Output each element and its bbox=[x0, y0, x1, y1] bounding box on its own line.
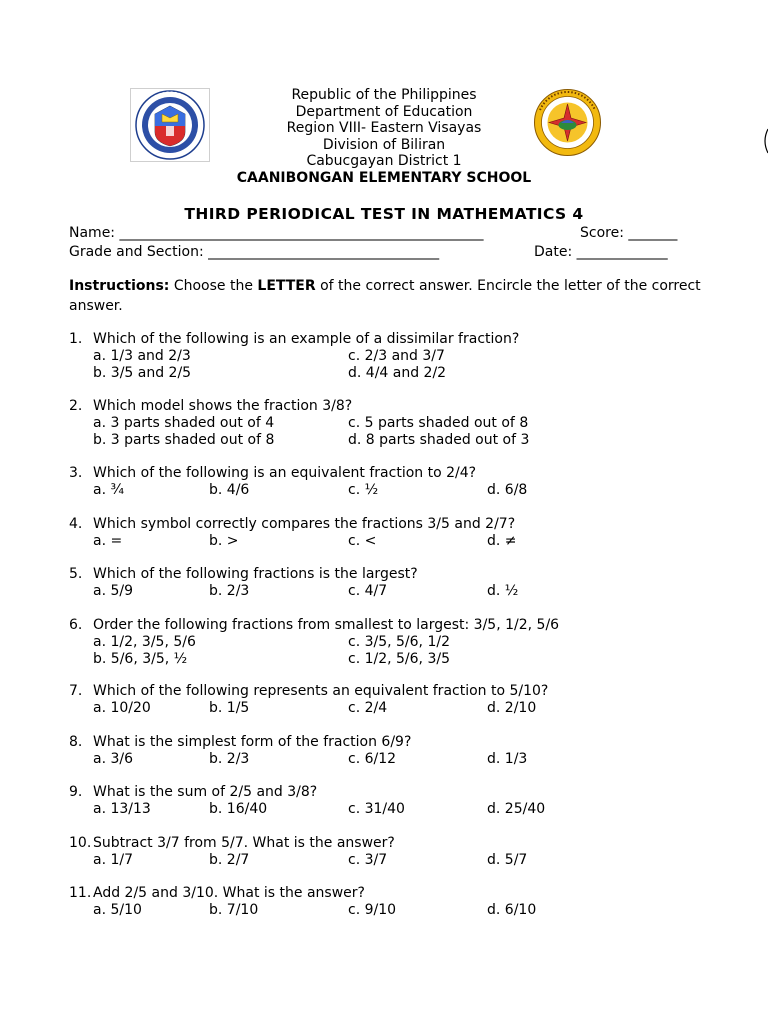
option-row bbox=[69, 348, 749, 365]
answer-option[interactable]: a. = bbox=[93, 532, 123, 549]
option-row bbox=[69, 533, 749, 550]
question-text: What is the sum of 2/5 and 3/8? bbox=[93, 784, 318, 800]
instructions-text-1: Choose the bbox=[169, 278, 258, 294]
answer-option[interactable]: c. 2/4 bbox=[348, 699, 388, 716]
option-row bbox=[69, 583, 749, 600]
answer-option[interactable]: c. < bbox=[348, 532, 377, 549]
answer-option[interactable]: a. 5/10 bbox=[93, 901, 142, 918]
option-row bbox=[69, 651, 749, 668]
option-row bbox=[69, 415, 749, 432]
answer-option[interactable]: d. 4/4 and 2/2 bbox=[348, 364, 447, 381]
question-text: Order the following fractions from smallest to largest: 3/5, 1/2, 5/6 bbox=[93, 617, 560, 633]
question-number: 7. bbox=[69, 683, 83, 699]
instructions-text-2: of the correct answer. Encircle the letter of the correct answer. bbox=[69, 278, 701, 314]
answer-option[interactable]: c. 1/2, 5/6, 3/5 bbox=[348, 650, 450, 667]
question-11 bbox=[69, 885, 749, 919]
answer-option[interactable]: b. 2/3 bbox=[209, 582, 250, 599]
answer-option[interactable]: b. > bbox=[209, 532, 239, 549]
option-row bbox=[69, 700, 749, 717]
grade-blank[interactable]: _________________________________ bbox=[208, 244, 440, 260]
header-line-district: Cabucgayan District 1 bbox=[306, 153, 462, 170]
question-stem bbox=[69, 398, 749, 415]
question-stem bbox=[69, 331, 749, 348]
test-title: THIRD PERIODICAL TEST IN MATHEMATICS 4 bbox=[184, 205, 584, 223]
question-stem bbox=[69, 516, 749, 533]
question-text: Which symbol correctly compares the fractions 3/5 and 2/7? bbox=[93, 516, 516, 532]
option-row bbox=[69, 902, 749, 919]
deped-seal-icon bbox=[130, 88, 210, 162]
question-text: Add 2/5 and 3/10. What is the answer? bbox=[93, 885, 365, 901]
date-blank[interactable]: _____________ bbox=[576, 244, 668, 260]
question-stem bbox=[69, 566, 749, 583]
question-stem bbox=[69, 734, 749, 751]
answer-option[interactable]: a. 3 parts shaded out of 4 bbox=[93, 414, 275, 431]
question-number: 5. bbox=[69, 566, 83, 582]
answer-option[interactable]: d. 8 parts shaded out of 3 bbox=[348, 431, 530, 448]
name-blank[interactable]: ____________________________________________________ bbox=[119, 225, 484, 241]
answer-option[interactable]: a. 3/6 bbox=[93, 750, 134, 767]
option-row bbox=[69, 751, 749, 768]
answer-option[interactable]: a. 10/20 bbox=[93, 699, 151, 716]
question-number: 11. bbox=[69, 885, 92, 901]
question-number: 6. bbox=[69, 617, 83, 633]
question-text: Which of the following represents an equivalent fraction to 5/10? bbox=[93, 683, 549, 699]
answer-option[interactable]: b. 2/7 bbox=[209, 851, 250, 868]
question-text: Which of the following is an example of a dissimilar fraction? bbox=[93, 331, 520, 347]
answer-option[interactable]: d. 5/7 bbox=[487, 851, 528, 868]
question-5 bbox=[69, 566, 749, 600]
question-9 bbox=[69, 784, 749, 818]
header-line-republic: Republic of the Philippines bbox=[291, 87, 477, 103]
header-block bbox=[220, 87, 548, 187]
question-number: 2. bbox=[69, 398, 83, 414]
name-label: Name: bbox=[69, 225, 116, 241]
answer-option[interactable]: d. 25/40 bbox=[487, 800, 546, 817]
question-2 bbox=[69, 398, 749, 448]
answer-option[interactable]: b. 7/10 bbox=[209, 901, 259, 918]
question-number: 3. bbox=[69, 465, 83, 481]
answer-option[interactable]: d. 6/8 bbox=[487, 481, 528, 498]
answer-option[interactable]: a. 13/13 bbox=[93, 800, 151, 817]
score-field[interactable] bbox=[580, 225, 677, 241]
question-stem bbox=[69, 617, 749, 634]
question-text: Which model shows the fraction 3/8? bbox=[93, 398, 353, 414]
instructions bbox=[69, 277, 709, 316]
question-3 bbox=[69, 465, 749, 499]
question-10 bbox=[69, 835, 749, 869]
option-row bbox=[69, 801, 749, 818]
question-text: Subtract 3/7 from 5/7. What is the answer? bbox=[93, 835, 395, 851]
option-row bbox=[69, 634, 749, 651]
question-number: 4. bbox=[69, 516, 83, 532]
answer-option[interactable]: a. 1/7 bbox=[93, 851, 134, 868]
grade-section-field[interactable] bbox=[69, 244, 439, 260]
score-blank[interactable]: _______ bbox=[628, 225, 678, 241]
question-stem bbox=[69, 784, 749, 801]
question-number: 1. bbox=[69, 331, 83, 347]
question-text: Which of the following is an equivalent fraction to 2/4? bbox=[93, 465, 477, 481]
answer-option[interactable]: c. 3/5, 5/6, 1/2 bbox=[348, 633, 450, 650]
answer-option[interactable]: c. 9/10 bbox=[348, 901, 397, 918]
question-7 bbox=[69, 683, 749, 717]
question-stem bbox=[69, 683, 749, 700]
score-label: Score: bbox=[580, 225, 624, 241]
question-number: 8. bbox=[69, 734, 83, 750]
option-row bbox=[69, 482, 749, 499]
question-4 bbox=[69, 516, 749, 550]
question-6 bbox=[69, 617, 749, 667]
instructions-keyword: LETTER bbox=[257, 278, 316, 294]
answer-option[interactable]: c. 5 parts shaded out of 8 bbox=[348, 414, 529, 431]
question-stem bbox=[69, 835, 749, 852]
answer-option[interactable]: b. 3 parts shaded out of 8 bbox=[93, 431, 275, 448]
question-8 bbox=[69, 734, 749, 768]
answer-option[interactable]: d. 2/10 bbox=[487, 699, 537, 716]
answer-option[interactable]: c. 2/3 and 3/7 bbox=[348, 347, 445, 364]
answer-option[interactable]: d. ½ bbox=[487, 582, 519, 599]
option-row bbox=[69, 365, 749, 382]
question-stem bbox=[69, 465, 749, 482]
answer-option[interactable]: c. ½ bbox=[348, 481, 379, 498]
option-row bbox=[69, 852, 749, 869]
header-line-division: Division of Biliran bbox=[322, 136, 446, 153]
answer-option[interactable]: c. 4/7 bbox=[348, 582, 388, 599]
question-number: 10. bbox=[69, 835, 92, 851]
question-text: What is the simplest form of the fraction 6/9? bbox=[93, 734, 412, 750]
grade-label: Grade and Section: bbox=[69, 244, 204, 260]
answer-option[interactable]: c. 31/40 bbox=[348, 800, 405, 817]
answer-option[interactable]: a. ¾ bbox=[93, 481, 125, 498]
question-number: 9. bbox=[69, 784, 83, 800]
question-text: Which of the following fractions is the largest? bbox=[93, 566, 418, 582]
header-line-department: Department of Education bbox=[295, 103, 473, 120]
answer-option[interactable]: a. 1/2, 3/5, 5/6 bbox=[93, 633, 196, 650]
option-row bbox=[69, 432, 749, 449]
answer-option[interactable]: b. 3/5 and 2/5 bbox=[93, 364, 192, 381]
header-line-region: Region VIII- Eastern Visayas bbox=[286, 120, 482, 137]
answer-option[interactable]: b. 16/40 bbox=[209, 800, 268, 817]
date-label: Date: bbox=[534, 244, 573, 260]
answer-option[interactable]: b. 5/6, 3/5, ½ bbox=[93, 650, 188, 667]
answer-option[interactable]: c. 3/7 bbox=[348, 851, 388, 868]
school-name: CAANIBONGAN ELEMENTARY SCHOOL bbox=[236, 169, 532, 186]
answer-option[interactable]: a. 5/9 bbox=[93, 582, 134, 599]
answer-option[interactable]: b. 1/5 bbox=[209, 699, 250, 716]
instructions-label: Instructions: bbox=[69, 278, 170, 294]
answer-option[interactable]: d. 1/3 bbox=[487, 750, 528, 767]
question-stem bbox=[69, 885, 749, 902]
edge-bracket-mark bbox=[761, 128, 768, 154]
answer-option[interactable]: b. 2/3 bbox=[209, 750, 250, 767]
answer-option[interactable]: d. 6/10 bbox=[487, 901, 537, 918]
question-1 bbox=[69, 331, 749, 381]
date-field[interactable] bbox=[534, 244, 668, 260]
answer-option[interactable]: a. 1/3 and 2/3 bbox=[93, 347, 191, 364]
answer-option[interactable]: c. 6/12 bbox=[348, 750, 397, 767]
answer-option[interactable]: d. ≠ bbox=[487, 532, 517, 549]
answer-option[interactable]: b. 4/6 bbox=[209, 481, 250, 498]
name-field[interactable] bbox=[69, 225, 483, 241]
